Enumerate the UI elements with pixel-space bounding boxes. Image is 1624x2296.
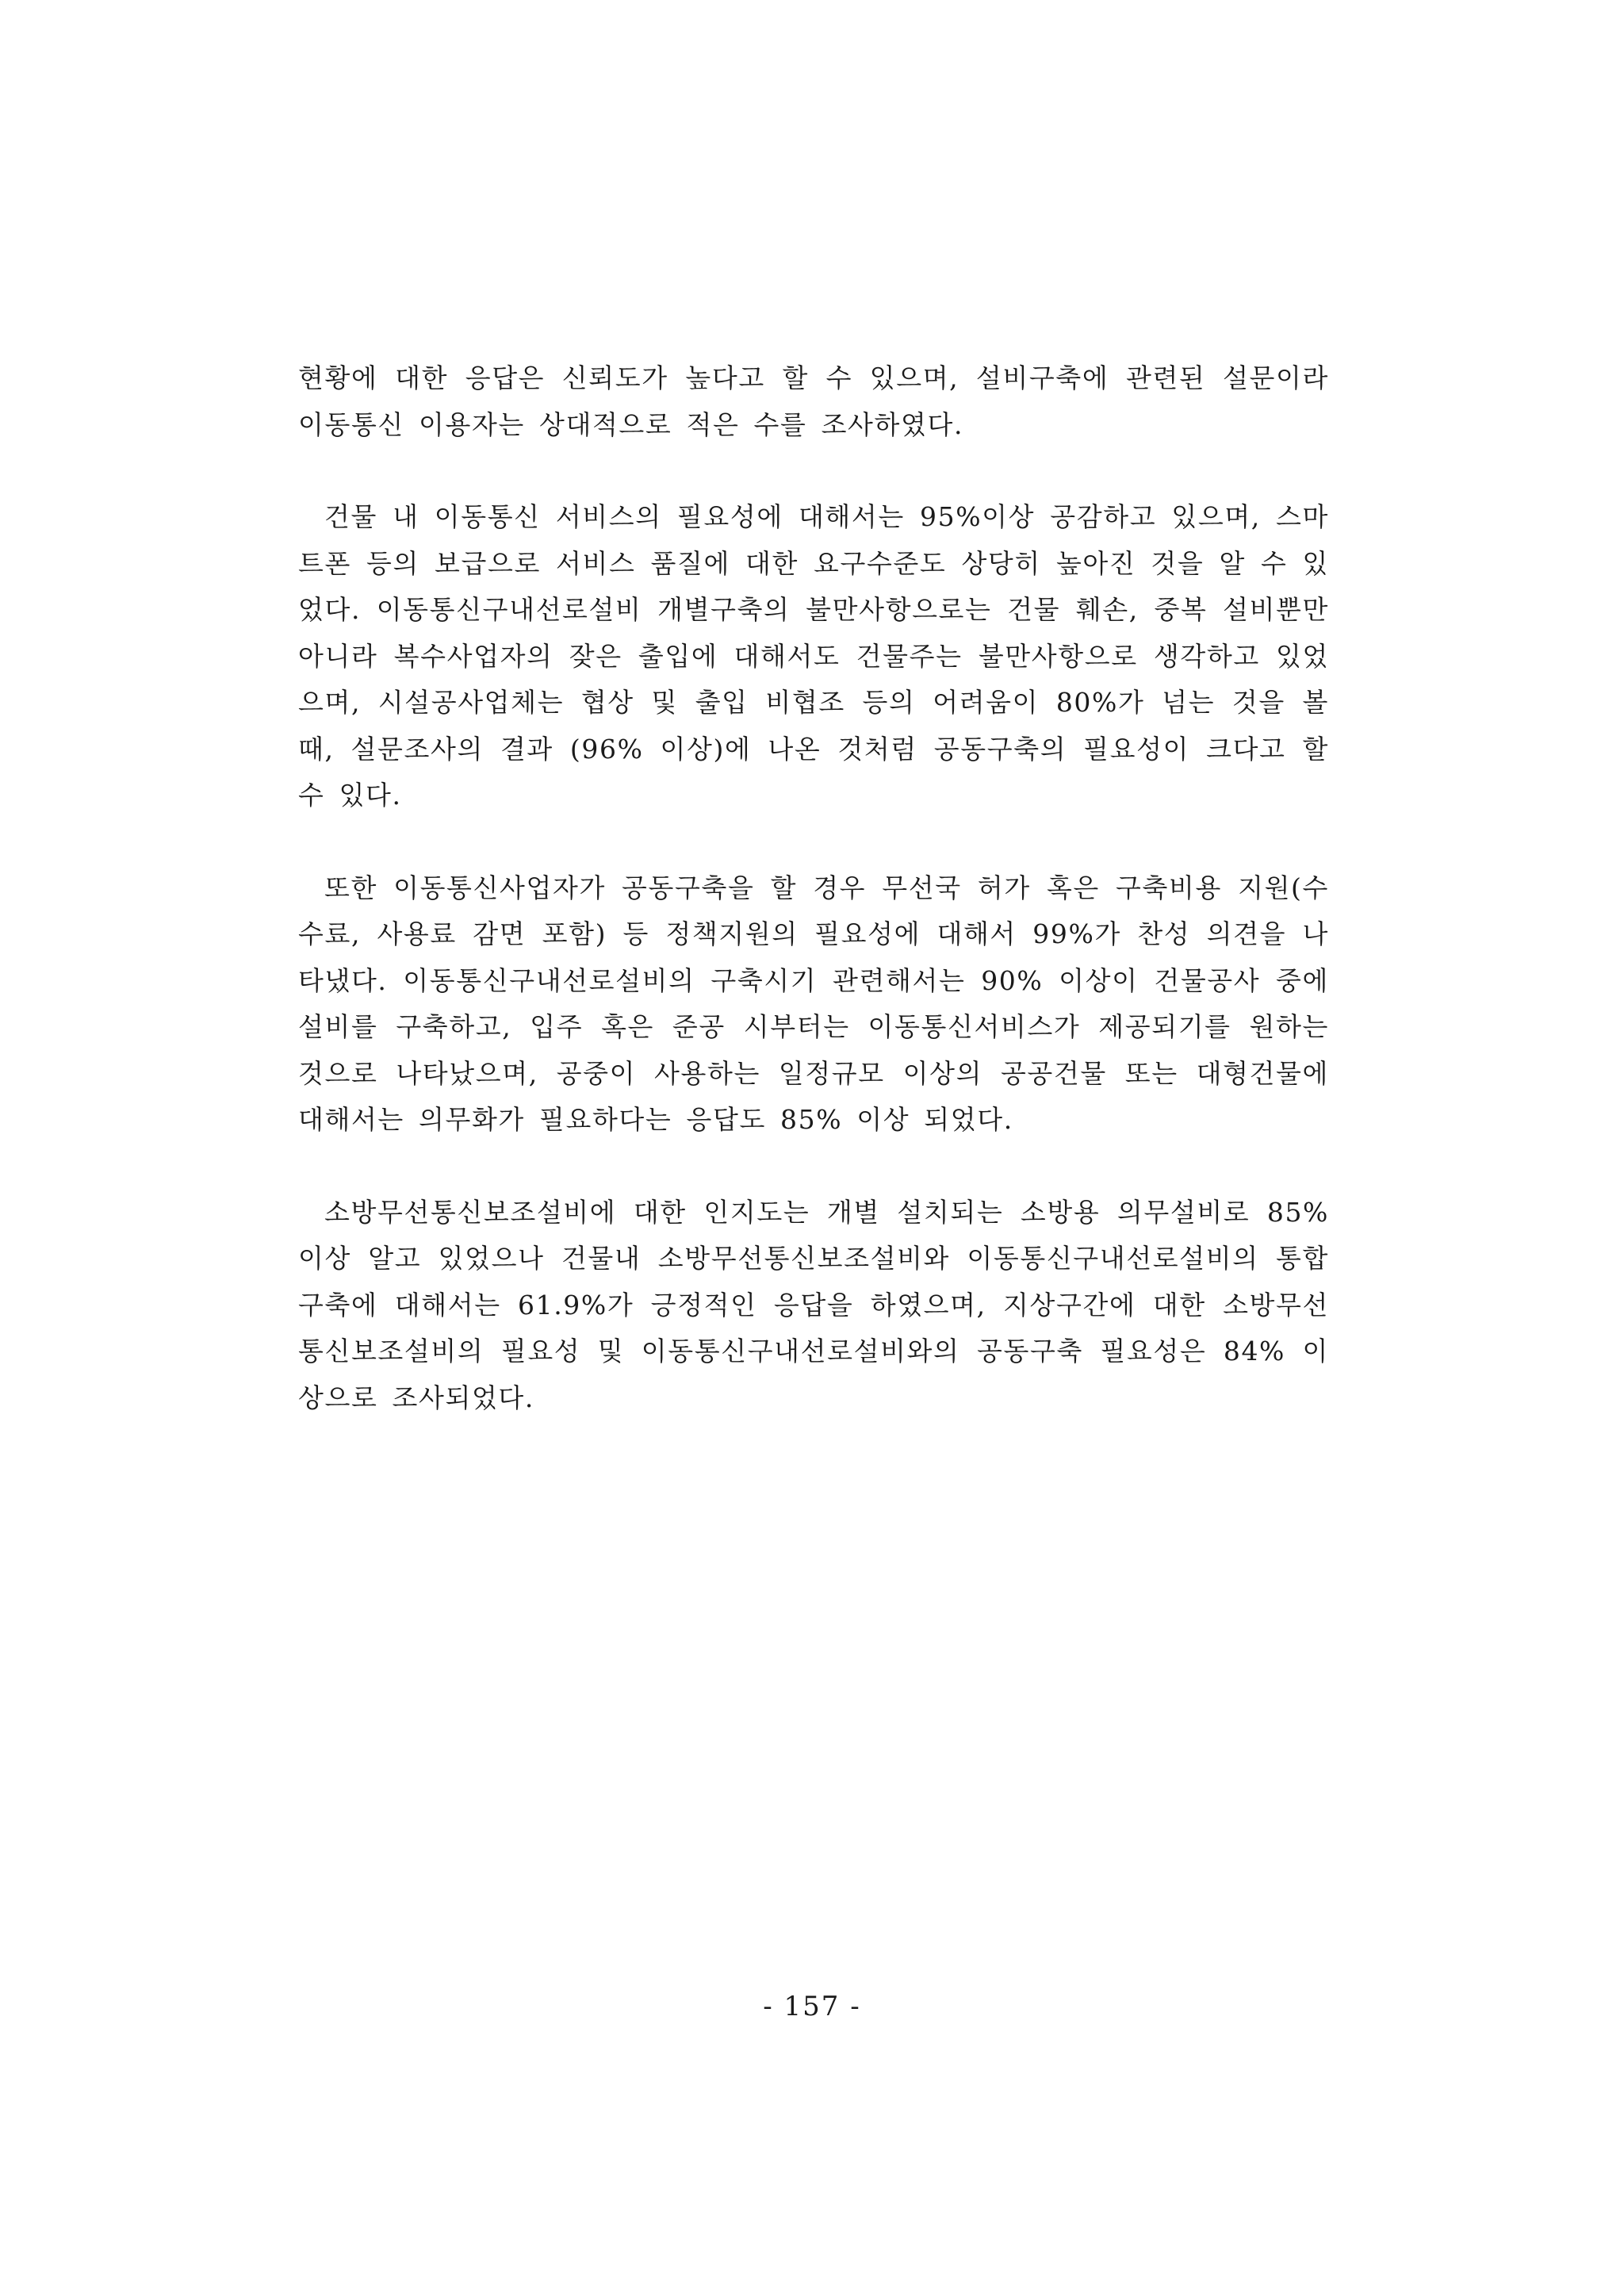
paragraph-gap xyxy=(298,448,1329,494)
paragraph-fire-radio-equipment: 소방무선통신보조설비에 대한 인지도는 개별 설치되는 소방용 의무설비로 85% 이상 알고 있었으나 건물내 소방무선통신보조설비와 이동통신구내선로설비의 통합구축에 대해서는 61.9%가 긍정적인 응답을 하였으며, 지상구간에 대한 소방무선통신보조설비의 필요성 및 이동통신구내선로설비와의 공동구축 필요성은 84% 이상으로 조사되었다. xyxy=(298,1196,1329,1413)
body-text xyxy=(298,355,1329,1421)
paragraph-gap xyxy=(298,819,1329,865)
paragraph-in-building-necessity: 건물 내 이동통신 서비스의 필요성에 대해서는 95%이상 공감하고 있으며, 스마트폰 등의 보급으로 서비스 품질에 대한 요구수준도 상당히 높아진 것을 알 수 있었다. 이동통신구내선로설비 개별구축의 불만사항으로는 건물 훼손, 중복 설비뿐만 아니라 복수사업자의 잦은 출입에 대해서도 건물주는 불만사항으로 생각하고 있었으며, 시설공사업체는 협상 및 출입 비협조 등의 어려움이 80%가 넘는 것을 볼 때, 설문조사의 결과 (96% 이상)에 나온 것처럼 공동구축의 필요성이 크다고 할 수 있다. xyxy=(298,501,1329,811)
page-number: - 157 - xyxy=(763,1991,861,2022)
paragraph-survey-reliability: 현황에 대한 응답은 신뢰도가 높다고 할 수 있으며, 설비구축에 관련된 설문이라 이동통신 이용자는 상대적으로 적은 수를 조사하였다. xyxy=(298,362,1329,440)
paragraph-policy-support: 또한 이동통신사업자가 공동구축을 할 경우 무선국 허가 혹은 구축비용 지원(수수료, 사용료 감면 포함) 등 정책지원의 필요성에 대해서 99%가 찬성 의견을 나타냈다. 이동통신구내선로설비의 구축시기 관련해서는 90% 이상이 건물공사 중에 설비를 구축하고, 입주 혹은 준공 시부터는 이동통신서비스가 제공되기를 원하는 것으로 나타났으며, 공중이 사용하는 일정규모 이상의 공공건물 또는 대형건물에 대해서는 의무화가 필요하다는 응답도 85% 이상 되었다. xyxy=(298,872,1329,1135)
paragraph-gap xyxy=(298,1144,1329,1190)
